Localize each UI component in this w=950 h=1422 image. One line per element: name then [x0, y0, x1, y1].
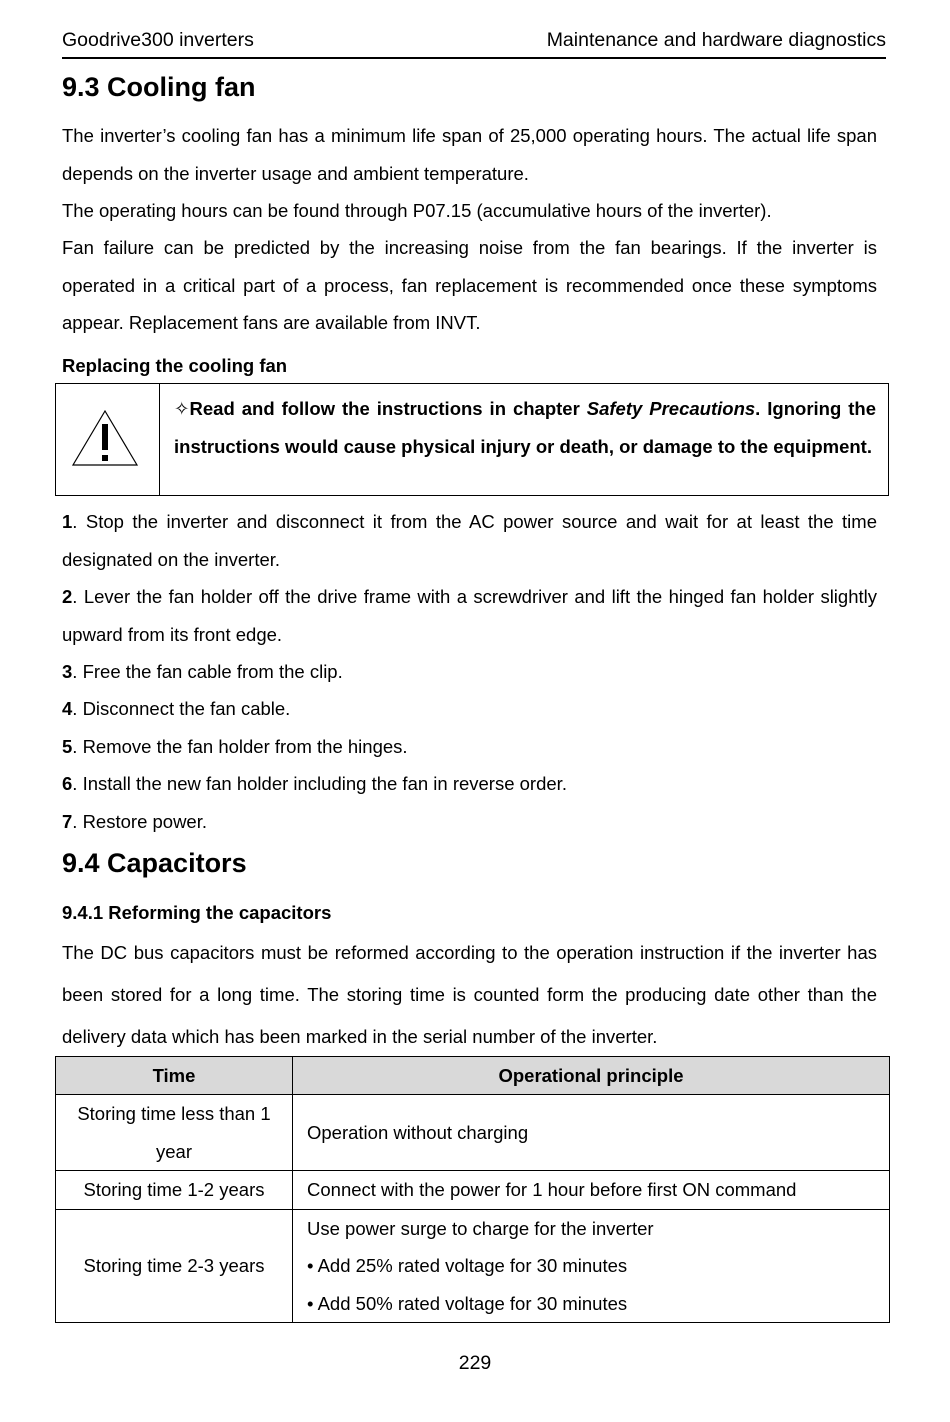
step-number: 4: [62, 698, 73, 719]
step-text: . Install the new fan holder including the fan in reverse order.: [72, 773, 567, 794]
step-text: . Disconnect the fan cable.: [72, 698, 291, 719]
step-number: 7: [62, 811, 73, 832]
step-item: [62, 578, 877, 653]
warning-bullet: ✧: [174, 398, 190, 419]
cell-time: Storing time less than 1 year: [56, 1095, 293, 1171]
paragraph-dc-bus-capacitors: The DC bus capacitors must be reformed according to the operation instruction if the inverter has been stored for a long time. The storing time is counted form the producing date other than the delivery data which has been marked in the serial number of the inverter.: [62, 942, 877, 1047]
step-item: [62, 803, 877, 841]
cell-principle: [293, 1209, 890, 1323]
paragraph-fan-failure: Fan failure can be predicted by the increasing noise from the fan bearings. If the inverter is operated in a critical part of a process, fan replacement is recommended once these symptoms appear. Replacement fans are available from INVT.: [62, 237, 877, 333]
warning-text-tail: . Ignoring the instructions would cause physical injury or death, or damage to the equipment.: [174, 398, 876, 457]
step-number: 3: [62, 661, 73, 682]
table-row: [56, 1209, 890, 1323]
paragraph-operating-hours: The operating hours can be found through P07.15 (accumulative hours of the inverter).: [62, 200, 772, 221]
step-text: . Restore power.: [72, 811, 207, 832]
step-item: [62, 690, 877, 728]
cell-principle: Connect with the power for 1 hour before first ON command: [293, 1171, 890, 1210]
step-number: 6: [62, 773, 73, 794]
warning-text-lead: Read and follow the instructions in chapter: [189, 398, 587, 419]
cell-time: Storing time 2-3 years: [56, 1209, 293, 1323]
header-chapter: Maintenance and hardware diagnostics: [546, 29, 886, 51]
step-text: . Stop the inverter and disconnect it from the AC power source and wait for at least the time designated on the inverter.: [62, 511, 877, 570]
step-number: 5: [62, 736, 73, 757]
header-product: Goodrive300 inverters: [62, 29, 254, 51]
cell-time: Storing time 1-2 years: [56, 1171, 293, 1210]
step-number: 2: [62, 586, 73, 607]
warning-triangle-icon: [70, 408, 140, 468]
cell-principle: Operation without charging: [293, 1095, 890, 1171]
section-title-capacitors: 9.4 Capacitors: [62, 848, 247, 878]
column-header-principle: Operational principle: [293, 1057, 890, 1095]
table-row: [56, 1095, 890, 1171]
page-number: 229: [458, 1352, 492, 1374]
step-number: 1: [62, 511, 73, 532]
subheading-replacing-fan: Replacing the cooling fan: [62, 355, 288, 376]
table-header-row: [56, 1057, 890, 1095]
step-item: [62, 653, 877, 691]
principle-line: Use power surge to charge for the inverter: [307, 1217, 654, 1239]
warning-icon-cell: [56, 384, 160, 495]
step-text: . Free the fan cable from the clip.: [72, 661, 343, 682]
capacitor-reforming-table: [55, 1056, 890, 1323]
step-text: . Lever the fan holder off the drive frame with a screwdriver and lift the hinged fan holder slightly upward from its front edge.: [62, 586, 877, 645]
principle-line: • Add 25% rated voltage for 30 minutes: [307, 1255, 628, 1276]
step-item: [62, 728, 877, 766]
step-text: . Remove the fan holder from the hinges.: [72, 736, 408, 757]
warning-text: [174, 390, 876, 465]
column-header-time: Time: [56, 1057, 293, 1095]
table-row: [56, 1171, 890, 1210]
section-title-cooling-fan: 9.3 Cooling fan: [62, 72, 256, 102]
warning-text-ref: Safety Precautions: [586, 398, 756, 419]
step-item: [62, 765, 877, 803]
warning-box: [55, 383, 889, 496]
principle-line: • Add 50% rated voltage for 30 minutes: [307, 1292, 628, 1314]
page-header: [62, 29, 886, 59]
subheading-reforming-capacitors: 9.4.1 Reforming the capacitors: [62, 902, 332, 923]
paragraph-fan-lifespan: The inverter’s cooling fan has a minimum life span of 25,000 operating hours. The actual life span depends on the inverter usage and ambient temperature.: [62, 125, 877, 184]
step-item: [62, 503, 877, 578]
